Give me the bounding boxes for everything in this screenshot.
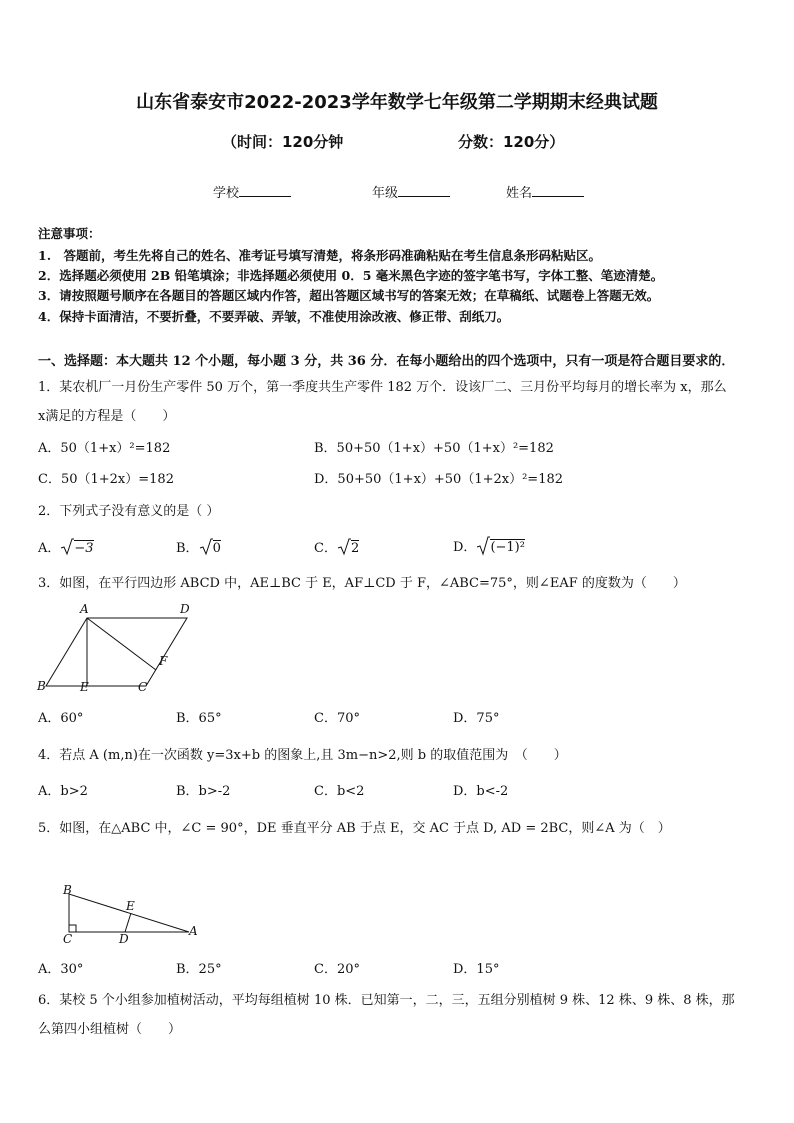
- q2-option-c-label: C．: [314, 541, 337, 556]
- label-b: B: [63, 883, 72, 897]
- q6-stem-line1: 6．某校 5 个小组参加植树活动，平均每组植树 10 株．已知第一，二，三，五组分别植树 9 株、12 株、9 株、8 株，那: [38, 993, 735, 1008]
- q3-parallelogram-figure: [30, 598, 200, 698]
- sqrt-sign-icon: [337, 538, 351, 556]
- q3-option-d[interactable]: D．75°: [453, 711, 500, 726]
- grade-label: 年级: [372, 186, 399, 201]
- segment-af: [87, 618, 156, 670]
- q3-option-b[interactable]: B．65°: [176, 711, 222, 726]
- q1-option-d[interactable]: D．50+50（1+x）+50（1+2x）²=182: [314, 472, 564, 487]
- exam-score: 分数：120分）: [458, 133, 565, 151]
- q5-triangle-figure: [55, 880, 205, 945]
- q4-option-c[interactable]: C．b<2: [314, 784, 365, 799]
- q2-option-a-label: A．: [38, 541, 61, 556]
- q2-option-d-label: D．: [453, 540, 477, 555]
- q2-option-a[interactable]: [38, 537, 94, 556]
- q2-option-c[interactable]: [314, 537, 359, 556]
- notice-item: 2．选择题必须使用 2B 铅笔填涂；非选择题必须使用 0．5 毫米黑色字迹的签字笔书写，字体工整、笔迹清楚。: [38, 268, 664, 283]
- q2-stem: 2．下列式子没有意义的是（ ）: [38, 504, 220, 519]
- q2-option-a-radicand: −3: [74, 541, 94, 556]
- segment-de: [125, 913, 131, 932]
- q3-stem: 3．如图，在平行四边形 ABCD 中，AE⊥BC 于 E，AF⊥CD 于 F，∠ABC=75°，则∠EAF 的度数为（ ）: [38, 576, 686, 591]
- q5-option-d[interactable]: D．15°: [453, 962, 500, 977]
- name-field: [506, 182, 584, 201]
- q4-option-d[interactable]: D．b<-2: [453, 784, 509, 799]
- label-d: D: [119, 932, 129, 945]
- q1-option-b[interactable]: B．50+50（1+x）+50（1+x）²=182: [314, 441, 554, 456]
- grade-blank[interactable]: [398, 184, 450, 197]
- q2-option-b-radicand: 0: [212, 541, 221, 556]
- q5-option-c[interactable]: C．20°: [314, 962, 360, 977]
- q2-option-b[interactable]: [176, 537, 221, 556]
- sqrt-sign-icon: [60, 538, 74, 556]
- q2-option-d[interactable]: [453, 536, 525, 556]
- q1-stem-line2: x满足的方程是（ ）: [38, 409, 176, 424]
- q1-stem-line1: 1．某农机厂一月份生产零件 50 万个，第一季度共生产零件 182 万个．设该厂二、三月份平均每月的增长率为 x，那么: [38, 380, 727, 395]
- q3-option-c[interactable]: C．70°: [314, 711, 360, 726]
- name-label: 姓名: [506, 186, 533, 201]
- q5-option-a[interactable]: A．30°: [38, 962, 84, 977]
- school-label: 学校: [213, 186, 240, 201]
- q2-option-b-label: B．: [176, 541, 199, 556]
- label-a: A: [189, 924, 198, 938]
- right-angle-mark: [69, 925, 76, 932]
- exam-time: （时间：120分钟: [222, 133, 344, 151]
- sqrt-sign-icon: [199, 538, 213, 556]
- page-title: 山东省泰安市2022-2023学年数学七年级第二学期期末经典试题: [136, 92, 658, 113]
- q2-option-d-radicand: (−1)²: [490, 540, 525, 555]
- label-e: E: [126, 899, 135, 913]
- q4-option-a[interactable]: A．b>2: [38, 784, 88, 799]
- q4-option-b[interactable]: B．b>-2: [176, 784, 231, 799]
- sqrt-sign-icon: [476, 536, 490, 556]
- q1-option-a[interactable]: A．50（1+x）²=182: [38, 441, 171, 456]
- q1-option-c[interactable]: C．50（1+2x）=182: [38, 472, 174, 487]
- label-e: E: [80, 680, 89, 694]
- label-c: C: [138, 680, 148, 694]
- parallelogram-abcd: [46, 618, 187, 686]
- label-c: C: [63, 932, 73, 945]
- section-heading: 一、选择题：本大题共 12 个小题，每小题 3 分，共 36 分．在每小题给出的四个选项中，只有一项是符合题目要求的．: [38, 354, 735, 369]
- school-blank[interactable]: [239, 184, 291, 197]
- grade-field: [372, 182, 450, 201]
- notice-item: 4．保持卡面清洁，不要折叠，不要弄破、弄皱，不准使用涂改液、修正带、刮纸刀。: [38, 309, 510, 324]
- school-field: [213, 182, 291, 201]
- label-d: D: [180, 602, 190, 616]
- notice-heading: 注意事项：: [38, 226, 101, 241]
- q4-stem: 4．若点 A (m,n)在一次函数 y=3x+b 的图象上,且 3m−n>2,则 b 的取值范围为 （ ）: [38, 748, 567, 763]
- label-b: B: [37, 679, 46, 693]
- q5-option-b[interactable]: B．25°: [176, 962, 222, 977]
- notice-item: 1. 答题前，考生先将自己的姓名、准考证号填写清楚，将条形码准确粘贴在考生信息条形码粘贴区。: [38, 248, 602, 263]
- q5-stem: 5．如图，在△ABC 中，∠C = 90°，DE 垂直平分 AB 于点 E，交 AC 于点 D, AD = 2BC，则∠A 为（ ）: [38, 821, 671, 836]
- q2-option-c-radicand: 2: [350, 541, 360, 556]
- name-blank[interactable]: [532, 184, 584, 197]
- label-f: F: [159, 654, 168, 668]
- q3-option-a[interactable]: A．60°: [38, 711, 84, 726]
- label-a: A: [80, 602, 89, 616]
- notice-item: 3．请按照题号顺序在各题目的答题区域内作答，超出答题区域书写的答案无效；在草稿纸、试题卷上答题无效。: [38, 288, 660, 303]
- q6-stem-line2: 么第四小组植树（ ）: [38, 1022, 182, 1037]
